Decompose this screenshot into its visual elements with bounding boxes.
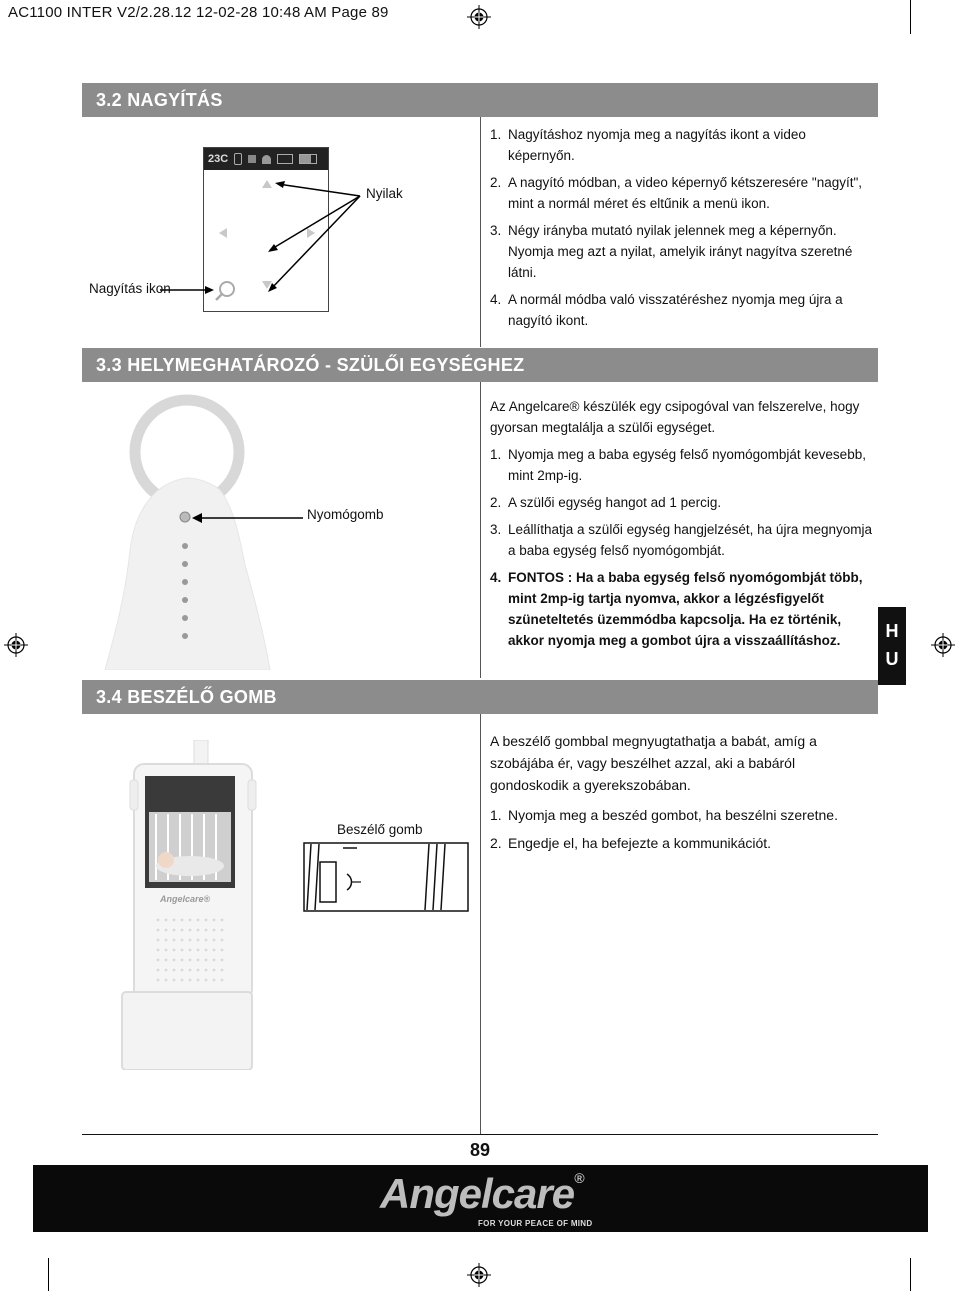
parent-unit-illustration [118,740,268,1070]
list-item: 3. Négy irányba mutató nyilak jelennek meg a képernyőn. Nyomja meg azt a nyilat, amelyik irányt nagyítva szeretné látni. [490,223,853,280]
section-3-3-content [490,396,875,657]
language-tab [878,607,906,685]
list-item: 1. Nyomja meg a beszéd gombot, ha beszélni szeretne. [490,807,838,823]
crop-mark [910,1258,911,1291]
list-item: 4. A normál módba való visszatéréshez nyomja meg újra a nagyító ikont. [490,292,843,328]
push-button-label: Nyomógomb [307,507,384,522]
language-letter: U [885,649,899,669]
arrows-label: Nyilak [366,186,403,201]
language-letter: H [885,621,899,641]
callout-arrow [190,510,305,526]
brand-tagline: FOR YOUR PEACE OF MIND [478,1219,593,1228]
device-brand: Angelcare® [160,894,211,904]
crop-mark [910,0,911,34]
list-item: 2. Engedje el, ha befejezte a kommunikációt. [490,835,772,851]
section-3-2-steps [490,124,875,337]
section-title-3-4: 3.4 BESZÉLŐ GOMB [82,680,878,714]
temperature-readout: 23C [208,153,229,165]
talk-button-detail [303,842,469,912]
print-header: AC1100 INTER V2/2.28.12 12-02-28 10:48 AM Page 89 [8,4,389,21]
important-note: 4. FONTOS : Ha a baba egység felső nyomógombját több, mint 2mp-ig tartja nyomva, akkor a légzésfigyelőt szüneteltetés üzemmódba kapcsolja. Ha ez történik, akkor nyomja meg a gombot újra a visszaállításhoz. [490,570,863,648]
footer-rule [82,1134,878,1135]
registration-mark-icon [467,1263,491,1287]
section-title-3-2: 3.2 NAGYÍTÁS [82,83,878,117]
zoom-icon-label: Nagyítás ikon [89,281,171,296]
section-3-4-content [490,730,875,860]
column-divider [480,714,481,1134]
column-divider [480,117,481,347]
column-divider [480,382,481,678]
talk-button-label: Beszélő gomb [337,822,423,837]
list-item: 2. A nagyító módban, a video képernyő kétszeresére "nagyít", mint a normál méret és eltűnik a menü ikon. [490,175,863,211]
list-item: 3. Leállíthatja a szülői egység hangjelzését, ha újra megnyomja a baba egység felső nyomógombját. [490,522,872,558]
list-item: 1. Nyomja meg a baba egység felső nyomógombját kevesebb, mint 2mp-ig. [490,447,866,483]
callout-lines [160,160,370,310]
registration-mark-icon [4,633,28,657]
registration-mark-icon [467,5,491,29]
section-3-4-intro: A beszélő gombbal megnyugtathatja a babát, amíg a szobájába ér, vagy beszélhet azzal, aki a babáról gondoskodik a gyerekszobában. [490,733,817,793]
list-item: 1. Nagyításhoz nyomja meg a nagyítás ikont a video képernyőn. [490,127,806,163]
baby-unit-illustration [95,390,295,670]
list-item: 2. A szülői egység hangot ad 1 percig. [490,495,722,510]
crop-mark [48,1258,49,1291]
page-number: 89 [469,1140,491,1160]
registration-mark-icon [931,633,955,657]
section-3-3-intro: Az Angelcare® készülék egy csipogóval van felszerelve, hogy gyorsan megtalálja a szülői egységet. [490,399,860,435]
section-title-3-3: 3.3 HELYMEGHATÁROZÓ - SZÜLŐI EGYSÉGHEZ [82,348,878,382]
brand-logo: Angelcare® [380,1170,584,1217]
